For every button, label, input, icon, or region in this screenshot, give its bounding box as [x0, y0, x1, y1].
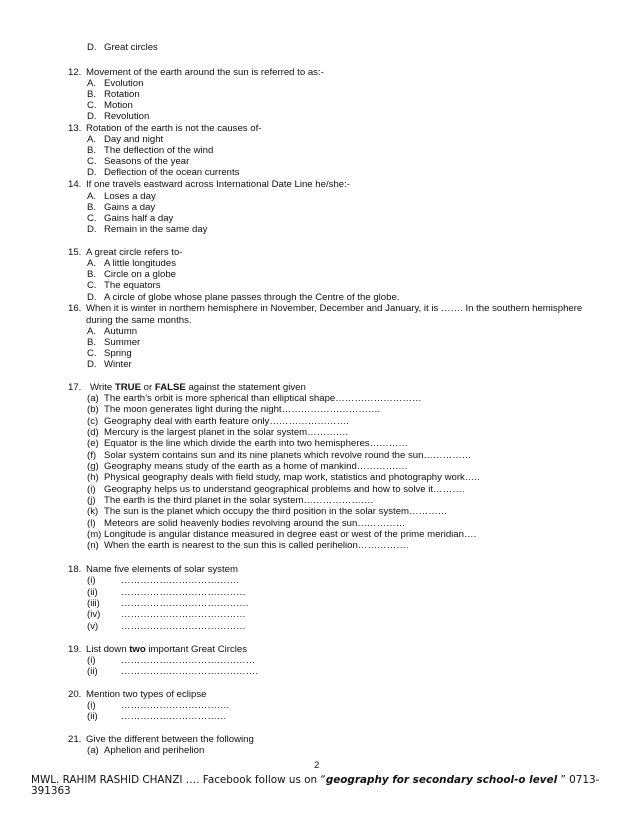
item-text: Geography helps us to understand geographical problems and how to solve it……….	[104, 484, 465, 495]
bold-false: FALSE	[154, 382, 186, 393]
blank-dots: …………………………………….	[121, 666, 258, 677]
footer-phone: ” 0713-391363	[31, 774, 600, 798]
blank-dots: …………………………….	[121, 700, 230, 711]
option-text: Winter	[104, 359, 132, 370]
question-number: 20.	[68, 689, 82, 700]
q16-option	[87, 326, 137, 337]
item-letter: (h)	[87, 472, 99, 483]
question-text: Write	[90, 382, 115, 393]
tf-item	[87, 404, 380, 415]
question-number: 14.	[68, 179, 82, 190]
footer-facebook-page: geography for secondary school-o level	[325, 774, 558, 786]
option-letter: B.	[87, 89, 97, 100]
question-text: When it is winter in northern hemisphere in November, December and January, it is ……. In the southern hemisphere	[86, 303, 583, 314]
question-text: Give the different between the following	[86, 734, 254, 745]
answer-blank	[87, 587, 246, 598]
q12-option	[87, 78, 143, 89]
option-letter: C.	[87, 348, 97, 359]
blank-dots: ……………………………	[121, 711, 227, 722]
question-13	[68, 123, 261, 134]
question-number: 18.	[68, 564, 82, 575]
question-text: A great circle refers to-	[86, 247, 183, 258]
question-number: 13.	[68, 123, 82, 134]
option-letter: D.	[87, 42, 97, 53]
q15-option	[87, 269, 176, 280]
question-text: Name five elements of solar system	[86, 564, 238, 575]
blank-dots: …………………………………	[121, 609, 246, 620]
question-text: List down	[86, 644, 130, 655]
page-number: 2	[314, 760, 320, 771]
item-letter: (j)	[87, 495, 96, 506]
option-letter: B.	[87, 145, 97, 156]
item-text: Equator is the line which divide the earth into two hemispheres…………	[104, 438, 408, 449]
item-text: Solar system contains sun and its nine planets which revolve round the sun……………	[104, 450, 472, 461]
blank-label: (v)	[87, 621, 99, 632]
blank-label: (i)	[87, 575, 96, 586]
question-20	[68, 689, 207, 700]
answer-blank	[87, 621, 246, 632]
q14-option	[87, 213, 173, 224]
q15-option	[87, 258, 176, 269]
item-letter: (c)	[87, 416, 99, 427]
question-text: If one travels eastward across International Date Line he/she:-	[86, 179, 350, 190]
question-16-continued: during the same months.	[86, 315, 192, 326]
tf-item	[87, 438, 408, 449]
item-text: Physical geography deals with field study, map work, statistics and photography work…..	[104, 472, 480, 483]
option-letter: A.	[87, 326, 97, 337]
bold-word: two	[129, 644, 146, 655]
answer-blank	[87, 575, 239, 586]
question-12	[68, 67, 324, 78]
item-letter: (d)	[87, 427, 99, 438]
bold-true: TRUE	[114, 382, 141, 393]
item-text: Geography means study of the earth as a home of mankind…………….	[104, 461, 408, 472]
option-text: A little longitudes	[104, 258, 176, 269]
question-17	[68, 382, 306, 393]
question-14	[68, 179, 350, 190]
blank-label: (ii)	[87, 587, 98, 598]
item-text: Geography deal with earth feature only…………………….	[104, 416, 349, 427]
option-letter: B.	[87, 269, 97, 280]
item-letter: (e)	[87, 438, 99, 449]
item-letter: (a)	[87, 745, 99, 756]
question-text: Rotation of the earth is not the causes of-	[86, 123, 262, 134]
question-21	[68, 734, 254, 745]
item-letter: (l)	[87, 518, 96, 529]
question-number: 15.	[68, 247, 82, 258]
option-text: Great circles	[104, 42, 158, 53]
q12-option	[87, 111, 149, 122]
blank-label: (ii)	[87, 666, 98, 677]
item-text: Aphelion and perihelion	[104, 745, 205, 756]
option-text: Deflection of the ocean currents	[104, 167, 240, 178]
option-text: Day and night	[104, 134, 164, 145]
item-text: The earth’s orbit is more spherical than elliptical shape………………………	[104, 393, 422, 404]
q11-option-d	[87, 42, 158, 53]
option-text: A circle of globe whose plane passes through the Centre of the globe.	[104, 292, 400, 303]
tf-item	[87, 529, 476, 540]
footer-text: MWL. RAHIM RASHID CHANZI …. Facebook follow us on “	[31, 774, 326, 786]
answer-blank	[87, 609, 246, 620]
blank-dots: …………………………………	[121, 621, 246, 632]
item-letter: (m)	[87, 529, 102, 540]
tf-item	[87, 540, 408, 551]
question-number: 17.	[68, 382, 82, 393]
question-number: 12.	[68, 67, 82, 78]
item-text: Meteors are solid heavenly bodies revolving around the sun……………	[104, 518, 406, 529]
tf-item	[87, 427, 348, 438]
answer-blank	[87, 598, 248, 609]
question-number: 19.	[68, 644, 82, 655]
q12-option	[87, 100, 133, 111]
page-footer	[31, 775, 638, 798]
blank-label: (iv)	[87, 609, 101, 620]
q14-option	[87, 224, 207, 235]
sub-item	[87, 745, 204, 756]
answer-blank	[87, 700, 229, 711]
q16-option	[87, 337, 140, 348]
option-letter: B.	[87, 202, 97, 213]
question-text: important Great Circles	[145, 644, 248, 655]
option-text: Circle on a globe	[104, 269, 176, 280]
question-number: 21.	[68, 734, 82, 745]
option-letter: C.	[87, 213, 97, 224]
item-letter: (f)	[87, 450, 97, 461]
question-text: or	[141, 382, 155, 393]
blank-dots: ……………………………….	[121, 575, 239, 586]
item-letter: (k)	[87, 506, 99, 517]
question-18	[68, 564, 238, 575]
option-text: Evolution	[104, 78, 144, 89]
question-text: Movement of the earth around the sun is referred to as:-	[86, 67, 324, 78]
option-text: Motion	[104, 100, 133, 111]
tf-item	[87, 495, 373, 506]
item-letter: (b)	[87, 404, 99, 415]
option-letter: A.	[87, 191, 97, 202]
option-text: Gains half a day	[104, 213, 174, 224]
option-text: Remain in the same day	[104, 224, 208, 235]
option-letter: C.	[87, 280, 97, 291]
q13-option	[87, 156, 189, 167]
q15-option	[87, 280, 161, 291]
item-text: The moon generates light during the night………………………….	[104, 404, 381, 415]
option-text: Summer	[104, 337, 141, 348]
option-text: Gains a day	[104, 202, 156, 213]
tf-item	[87, 472, 480, 483]
option-letter: B.	[87, 337, 97, 348]
question-15	[68, 247, 183, 258]
q16-option	[87, 348, 132, 359]
tf-item	[87, 393, 422, 404]
option-letter: D.	[87, 111, 97, 122]
option-letter: A.	[87, 134, 97, 145]
item-text: When the earth is nearest to the sun this is called perihelion…………….	[104, 540, 409, 551]
option-text: The deflection of the wind	[104, 145, 214, 156]
question-text: against the statement given	[185, 382, 306, 393]
question-text: Mention two types of eclipse	[86, 689, 207, 700]
item-text: Mercury is the largest planet in the solar system………….	[104, 427, 349, 438]
item-text: Longitude is angular distance measured in degree east or west of the prime meridian….	[104, 529, 477, 540]
tf-item	[87, 461, 407, 472]
item-text: The sun is the planet which occupy the third position in the solar system…………	[104, 506, 448, 517]
tf-item	[87, 416, 349, 427]
option-letter: C.	[87, 156, 97, 167]
q15-option	[87, 292, 399, 303]
option-letter: D.	[87, 292, 97, 303]
answer-blank	[87, 711, 227, 722]
q13-option	[87, 145, 213, 156]
q16-option	[87, 359, 132, 370]
tf-item	[87, 484, 465, 495]
blank-label: (i)	[87, 700, 96, 711]
item-letter: (i)	[87, 484, 96, 495]
blank-dots: …………………………………	[121, 587, 246, 598]
option-letter: D.	[87, 224, 97, 235]
question-19	[68, 644, 247, 655]
question-16	[68, 303, 582, 314]
blank-dots: ……………………………………	[121, 655, 256, 666]
q13-option	[87, 167, 239, 178]
tf-item	[87, 450, 471, 461]
blank-label: (i)	[87, 655, 96, 666]
option-letter: A.	[87, 258, 97, 269]
tf-item	[87, 506, 447, 517]
option-text: Autumn	[104, 326, 138, 337]
item-letter: (a)	[87, 393, 99, 404]
option-text: Revolution	[104, 111, 150, 122]
option-text: Rotation	[104, 89, 140, 100]
q13-option	[87, 134, 163, 145]
option-text: Seasons of the year	[104, 156, 190, 167]
option-letter: C.	[87, 100, 97, 111]
tf-item	[87, 518, 405, 529]
option-text: Loses a day	[104, 191, 156, 202]
option-letter: A.	[87, 78, 97, 89]
option-letter: D.	[87, 167, 97, 178]
blank-label: (ii)	[87, 711, 98, 722]
option-text: The equators	[104, 280, 161, 291]
option-text: Spring	[104, 348, 132, 359]
q12-option	[87, 89, 140, 100]
answer-blank	[87, 666, 258, 677]
item-letter: (n)	[87, 540, 99, 551]
item-text: The earth is the third planet in the solar system………………….	[104, 495, 374, 506]
question-number: 16.	[68, 303, 82, 314]
option-letter: D.	[87, 359, 97, 370]
blank-dots: ………………………………….	[121, 598, 249, 609]
q14-option	[87, 191, 156, 202]
q14-option	[87, 202, 155, 213]
blank-label: (iii)	[87, 598, 100, 609]
item-letter: (g)	[87, 461, 99, 472]
answer-blank	[87, 655, 255, 666]
